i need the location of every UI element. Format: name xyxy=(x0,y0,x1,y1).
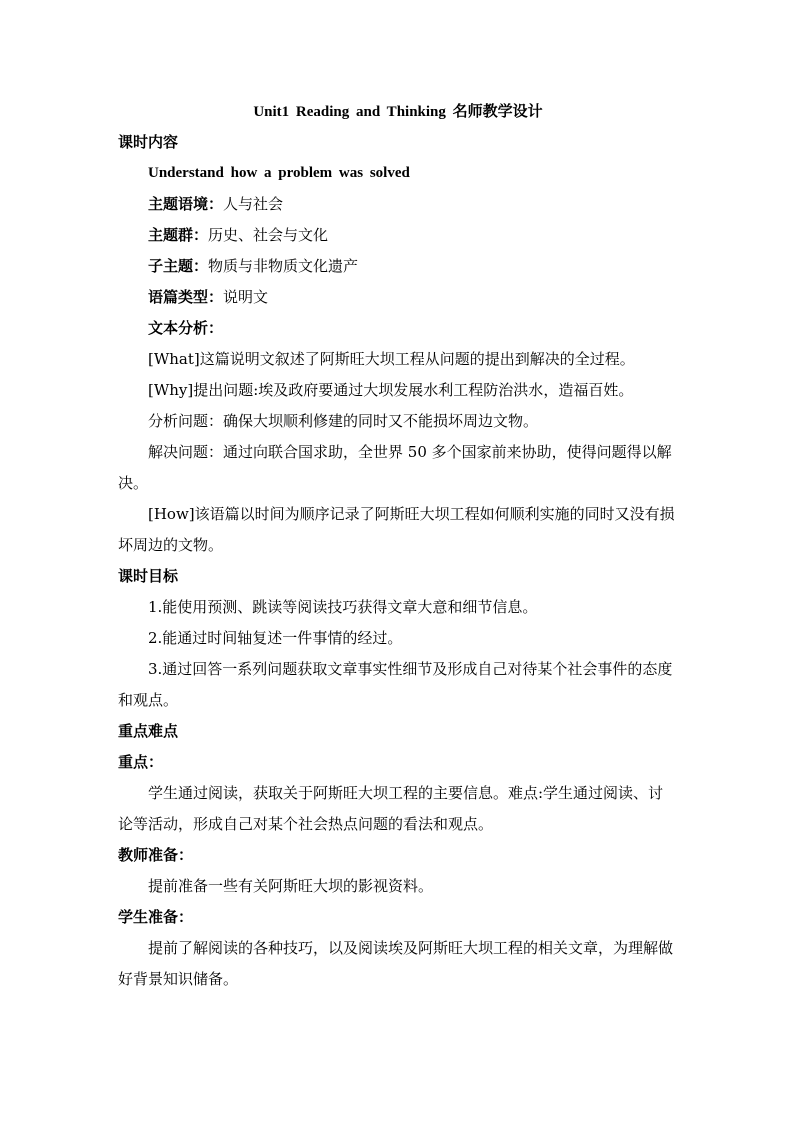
goal-item-2: 2.能通过时间轴复述一件事情的经过。 xyxy=(148,629,403,647)
teacher-prep-text: 提前准备一些有关阿斯旺大坝的影视资料。 xyxy=(148,877,434,895)
analysis-why: [Why]提出问题:埃及政府要通过大坝发展水利工程防治洪水，造福百姓。 xyxy=(148,381,634,399)
text-type-line xyxy=(118,282,678,313)
theme-group-label: 主题群： xyxy=(148,226,209,244)
analysis-solve-problem: 解决问题：通过向联合国求助，全世界 50 多个国家前来协助，使得问题得以解决。 xyxy=(118,443,672,492)
section-heading-student-prep: 学生准备： xyxy=(118,908,194,926)
theme-group-value: 历史、社会与文化 xyxy=(208,226,329,244)
lesson-subtitle: Understand how a problem was solved xyxy=(148,165,410,181)
sub-theme-line xyxy=(118,251,678,282)
goal-item-3: 3.通过回答一系列问题获取文章事实性细节及形成自己对待某个社会事件的态度和观点。 xyxy=(118,660,673,709)
text-type-label: 语篇类型： xyxy=(148,288,224,306)
document-content xyxy=(118,98,678,995)
theme-group-line xyxy=(118,220,678,251)
goal-item-1: 1.能使用预测、跳读等阅读技巧获得文章大意和细节信息。 xyxy=(148,598,538,616)
analysis-analyze-problem: 分析问题：确保大坝顺利修建的同时又不能损坏周边文物。 xyxy=(148,412,539,430)
section-heading-lesson-content: 课时内容 xyxy=(118,133,179,151)
sub-theme-label: 子主题： xyxy=(148,257,209,275)
sub-theme-value: 物质与非物质文化遗产 xyxy=(208,257,359,275)
section-heading-key-points: 重点难点 xyxy=(118,722,179,740)
section-heading-lesson-goals: 课时目标 xyxy=(118,567,179,585)
key-points-label: 重点： xyxy=(118,753,164,771)
key-points-text: 学生通过阅读，获取关于阿斯旺大坝工程的主要信息。难点:学生通过阅读、讨论等活动，形成自己对某个社会热点问题的看法和观点。 xyxy=(118,784,664,833)
text-analysis-label: 文本分析： xyxy=(148,319,224,337)
theme-context-value: 人与社会 xyxy=(223,195,284,213)
document-title: Unit1 Reading and Thinking 名师教学设计 xyxy=(253,104,543,120)
theme-context-label: 主题语境： xyxy=(148,195,224,213)
section-heading-teacher-prep: 教师准备： xyxy=(118,846,194,864)
text-type-value: 说明文 xyxy=(223,288,269,306)
analysis-what: [What]这篇说明文叙述了阿斯旺大坝工程从问题的提出到解决的全过程。 xyxy=(148,350,635,368)
theme-context-line xyxy=(118,189,678,220)
student-prep-text: 提前了解阅读的各种技巧，以及阅读埃及阿斯旺大坝工程的相关文章，为理解做好背景知识储备。 xyxy=(118,939,674,988)
analysis-how: [How]该语篇以时间为顺序记录了阿斯旺大坝工程如何顺利实施的同时又没有损坏周边的文物。 xyxy=(118,505,675,554)
